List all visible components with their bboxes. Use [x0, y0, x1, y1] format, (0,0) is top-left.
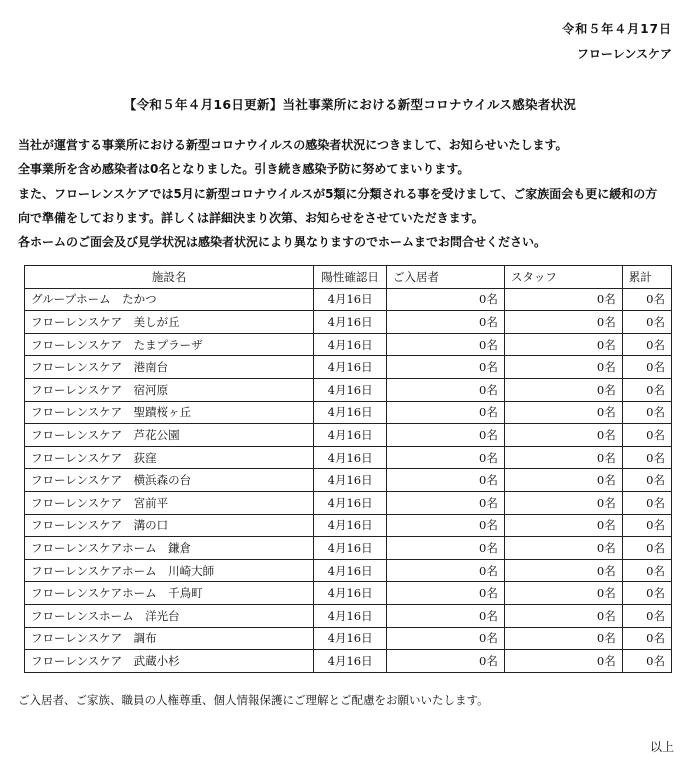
column-header-total: 累計 — [622, 266, 671, 289]
residents-count-cell: 0名 — [387, 311, 505, 334]
staff-count-cell: 0名 — [504, 401, 622, 424]
table-header-row — [25, 266, 672, 289]
facility-name-cell: フローレンスケア 武蔵小杉 — [25, 650, 314, 673]
facility-name-cell: グループホーム たかつ — [25, 288, 314, 311]
table-row — [25, 424, 672, 447]
staff-count-cell: 0名 — [504, 604, 622, 627]
table-row — [25, 627, 672, 650]
facility-name-cell: フローレンスケア 美しが丘 — [25, 311, 314, 334]
table-row — [25, 559, 672, 582]
total-count-cell: 0名 — [622, 627, 671, 650]
residents-count-cell: 0名 — [387, 491, 505, 514]
positive-date-cell: 4月16日 — [314, 333, 387, 356]
facility-name-cell: フローレンスケア 溝の口 — [25, 514, 314, 537]
footer-note: ご入居者、ご家族、職員の人権尊重、個人情報保護にご理解とご配慮をお願いいたします。 — [18, 693, 489, 707]
table-row — [25, 311, 672, 334]
facility-name-cell: フローレンスケア 宮前平 — [25, 491, 314, 514]
intro-paragraph — [18, 133, 686, 254]
residents-count-cell: 0名 — [387, 424, 505, 447]
table-row — [25, 604, 672, 627]
table-body — [25, 288, 672, 672]
residents-count-cell: 0名 — [387, 333, 505, 356]
positive-date-cell: 4月16日 — [314, 288, 387, 311]
staff-count-cell: 0名 — [504, 311, 622, 334]
residents-count-cell: 0名 — [387, 627, 505, 650]
intro-line: また、フローレンスケアでは5月に新型コロナウイルスが5類に分類される事を受けまして、ご家族面会も更に緩和の方 — [18, 186, 658, 201]
positive-date-cell: 4月16日 — [314, 424, 387, 447]
intro-line: 向で準備をしております。詳しくは詳細決まり次第、お知らせをさせていただきます。 — [18, 210, 484, 225]
total-count-cell: 0名 — [622, 514, 671, 537]
positive-date-cell: 4月16日 — [314, 378, 387, 401]
facility-name-cell: フローレンスケア たまプラーザ — [25, 333, 314, 356]
positive-date-cell: 4月16日 — [314, 356, 387, 379]
table-row — [25, 288, 672, 311]
table-row — [25, 537, 672, 560]
table-row — [25, 650, 672, 673]
staff-count-cell: 0名 — [504, 650, 622, 673]
total-count-cell: 0名 — [622, 537, 671, 560]
total-count-cell: 0名 — [622, 650, 671, 673]
total-count-cell: 0名 — [622, 401, 671, 424]
column-header-positive-date: 陽性確認日 — [314, 266, 387, 289]
staff-count-cell: 0名 — [504, 582, 622, 605]
facility-name-cell: フローレンスケアホーム 鎌倉 — [25, 537, 314, 560]
table-row — [25, 469, 672, 492]
staff-count-cell: 0名 — [504, 627, 622, 650]
closing-text: 以上 — [649, 740, 674, 754]
table-row — [25, 356, 672, 379]
staff-count-cell: 0名 — [504, 514, 622, 537]
residents-count-cell: 0名 — [387, 650, 505, 673]
facility-name-cell: フローレンスケア 芦花公園 — [25, 424, 314, 447]
residents-count-cell: 0名 — [387, 378, 505, 401]
positive-date-cell: 4月16日 — [314, 604, 387, 627]
positive-date-cell: 4月16日 — [314, 401, 387, 424]
table-row — [25, 401, 672, 424]
facility-name-cell: フローレンスケア 調布 — [25, 627, 314, 650]
document-date: 令和５年４月17日 — [562, 22, 672, 36]
total-count-cell: 0名 — [622, 378, 671, 401]
infection-status-table — [24, 265, 672, 673]
facility-name-cell: フローレンスケア 港南台 — [25, 356, 314, 379]
total-count-cell: 0名 — [622, 469, 671, 492]
residents-count-cell: 0名 — [387, 288, 505, 311]
facility-name-cell: フローレンスケア 聖蹟桜ヶ丘 — [25, 401, 314, 424]
staff-count-cell: 0名 — [504, 424, 622, 447]
staff-count-cell: 0名 — [504, 559, 622, 582]
table-row — [25, 333, 672, 356]
total-count-cell: 0名 — [622, 311, 671, 334]
intro-line: 各ホームのご面会及び見学状況は感染者状況により異なりますのでホームまでお問合せください。 — [18, 235, 547, 250]
table-row — [25, 514, 672, 537]
total-count-cell: 0名 — [622, 604, 671, 627]
residents-count-cell: 0名 — [387, 582, 505, 605]
residents-count-cell: 0名 — [387, 559, 505, 582]
positive-date-cell: 4月16日 — [314, 311, 387, 334]
table-row — [25, 378, 672, 401]
table-row — [25, 582, 672, 605]
facility-name-cell: フローレンスケア 宿河原 — [25, 378, 314, 401]
facility-name-cell: フローレンスホーム 洋光台 — [25, 604, 314, 627]
positive-date-cell: 4月16日 — [314, 446, 387, 469]
table-row — [25, 446, 672, 469]
positive-date-cell: 4月16日 — [314, 491, 387, 514]
positive-date-cell: 4月16日 — [314, 627, 387, 650]
intro-line: 当社が運営する事業所における新型コロナウイルスの感染者状況につきまして、お知らせいたします。 — [18, 138, 568, 152]
staff-count-cell: 0名 — [504, 378, 622, 401]
staff-count-cell: 0名 — [504, 491, 622, 514]
residents-count-cell: 0名 — [387, 537, 505, 560]
total-count-cell: 0名 — [622, 559, 671, 582]
facility-name-cell: フローレンスケアホーム 川崎大師 — [25, 559, 314, 582]
total-count-cell: 0名 — [622, 356, 671, 379]
total-count-cell: 0名 — [622, 582, 671, 605]
positive-date-cell: 4月16日 — [314, 582, 387, 605]
company-name: フローレンスケア — [576, 47, 672, 61]
staff-count-cell: 0名 — [504, 446, 622, 469]
positive-date-cell: 4月16日 — [314, 559, 387, 582]
total-count-cell: 0名 — [622, 333, 671, 356]
positive-date-cell: 4月16日 — [314, 537, 387, 560]
staff-count-cell: 0名 — [504, 469, 622, 492]
residents-count-cell: 0名 — [387, 514, 505, 537]
residents-count-cell: 0名 — [387, 446, 505, 469]
staff-count-cell: 0名 — [504, 356, 622, 379]
residents-count-cell: 0名 — [387, 604, 505, 627]
table-row — [25, 491, 672, 514]
staff-count-cell: 0名 — [504, 537, 622, 560]
residents-count-cell: 0名 — [387, 401, 505, 424]
intro-line: 全事業所を含め感染者は0名となりました。引き続き感染予防に努めてまいります。 — [18, 162, 470, 177]
column-header-facility: 施設名 — [25, 266, 314, 289]
total-count-cell: 0名 — [622, 491, 671, 514]
positive-date-cell: 4月16日 — [314, 469, 387, 492]
total-count-cell: 0名 — [622, 424, 671, 447]
column-header-staff: スタッフ — [504, 266, 622, 289]
facility-name-cell: フローレンスケアホーム 千鳥町 — [25, 582, 314, 605]
facility-name-cell: フローレンスケア 横浜森の台 — [25, 469, 314, 492]
column-header-residents: ご入居者 — [387, 266, 505, 289]
residents-count-cell: 0名 — [387, 356, 505, 379]
staff-count-cell: 0名 — [504, 288, 622, 311]
positive-date-cell: 4月16日 — [314, 650, 387, 673]
total-count-cell: 0名 — [622, 446, 671, 469]
document-title: 【令和５年４月16日更新】当社事業所における新型コロナウイルス感染者状況 — [123, 97, 577, 112]
staff-count-cell: 0名 — [504, 333, 622, 356]
total-count-cell: 0名 — [622, 288, 671, 311]
residents-count-cell: 0名 — [387, 469, 505, 492]
positive-date-cell: 4月16日 — [314, 514, 387, 537]
facility-name-cell: フローレンスケア 荻窪 — [25, 446, 314, 469]
